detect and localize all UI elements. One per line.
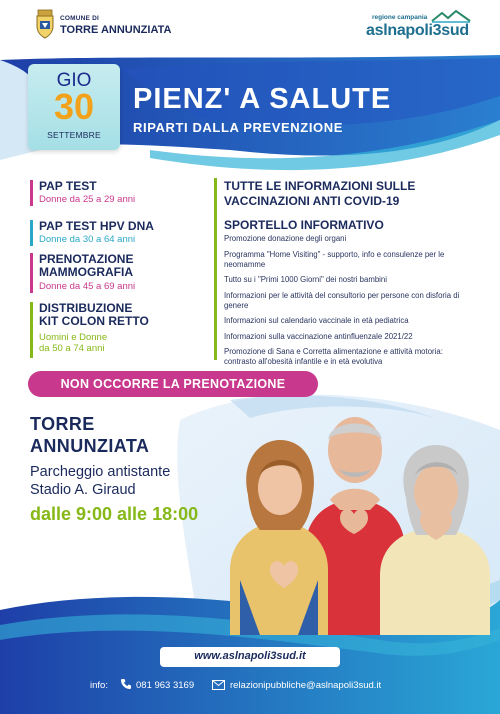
- date-month: SETTEMBRE: [47, 130, 101, 140]
- covid-heading-line2: VACCINAZIONI ANTI COVID-19: [224, 194, 400, 208]
- asl-name: aslnapoli3sud: [366, 22, 469, 39]
- asl-logo-icon: [430, 9, 472, 23]
- venue-line1: Parcheggio antistante: [30, 464, 171, 480]
- mail-icon: [212, 680, 225, 690]
- service-accent-bar: [30, 220, 33, 246]
- phone-icon: [120, 678, 132, 690]
- service-target-line2: da 50 a 74 anni: [39, 343, 105, 354]
- service-target: Donne da 45 a 69 anni: [39, 281, 136, 292]
- venue-line2: Stadio A. Giraud: [30, 482, 136, 498]
- date-number: 30: [53, 86, 95, 127]
- service-accent-bar: [30, 253, 33, 293]
- page-subtitle: RIPARTI DALLA PREVENZIONE: [133, 120, 344, 135]
- info-item: Promozione donazione degli organi: [224, 234, 347, 243]
- date-day: GIO: [56, 70, 92, 91]
- phone-number[interactable]: 081 963 3169: [136, 680, 195, 691]
- city-name-line2: ANNUNZIATA: [30, 436, 150, 456]
- opening-hours: dalle 9:00 alle 18:00: [30, 504, 199, 524]
- service-name-line1: PRENOTAZIONE: [39, 252, 134, 266]
- comune-name: TORRE ANNUNZIATA: [60, 24, 172, 36]
- email-address[interactable]: relazionipubbliche@aslnapoli3sud.it: [230, 680, 382, 691]
- service-target: Donne da 25 a 29 anni: [39, 194, 136, 205]
- covid-heading-line1: TUTTE LE INFORMAZIONI SULLE: [224, 179, 416, 193]
- website-link[interactable]: www.aslnapoli3sud.it: [194, 650, 306, 662]
- info-accent-bar: [214, 178, 217, 360]
- service-name: PAP TEST: [39, 179, 97, 193]
- info-item: Promozione di Sana e Corretta alimentazione e attività motoria: contrasto all'obesità infantile e in età evolutiva: [224, 347, 443, 366]
- website-box[interactable]: [160, 647, 340, 667]
- comune-prefix: COMUNE DI: [60, 15, 99, 22]
- people-photo: [210, 400, 500, 635]
- service-accent-bar: [30, 302, 33, 358]
- service-accent-bar: [30, 180, 33, 206]
- info-item: Tutto su i "Primi 1000 Giorni" dei nostri bambini: [224, 275, 387, 284]
- info-item: Informazioni sul calendario vaccinale in età pediatrica: [224, 316, 409, 325]
- info-label: info:: [90, 680, 108, 691]
- service-name-line1: DISTRIBUZIONE: [39, 301, 133, 315]
- service-target: Donne da 30 a 64 anni: [39, 234, 136, 245]
- info-item: Informazioni per le attività del consultorio per persone con disforia di genere: [224, 290, 460, 310]
- young-woman-figure: [230, 440, 328, 635]
- service-target-line1: Uomini e Donne: [39, 332, 108, 343]
- info-list: [224, 234, 474, 373]
- service-pap-test: [30, 180, 210, 206]
- service-name-line2: MAMMOGRAFIA: [39, 265, 133, 279]
- service-kit-colon-retto: [30, 302, 210, 358]
- page-title: PIENZ' A SALUTE: [133, 83, 392, 115]
- info-desk-heading: SPORTELLO INFORMATIVO: [224, 218, 384, 232]
- info-item: Programma "Home Visiting" - supporto, info e consulenze per le neomamme: [224, 249, 445, 269]
- city-name-line1: TORRE: [30, 414, 95, 434]
- service-mammografia: [30, 253, 210, 293]
- info-item: Informazioni sulla vaccinazione antinfluenzale 2021/22: [224, 331, 413, 341]
- date-badge: [28, 64, 120, 150]
- header: [0, 0, 500, 54]
- service-name: PAP TEST HPV DNA: [39, 219, 154, 233]
- no-booking-notice: NON OCCORRE LA PRENOTAZIONE: [28, 371, 318, 397]
- service-pap-test-hpv: [30, 220, 210, 246]
- crest-icon: [34, 9, 56, 39]
- service-name-line2: KIT COLON RETTO: [39, 314, 149, 328]
- region-label: regione campania: [372, 14, 428, 21]
